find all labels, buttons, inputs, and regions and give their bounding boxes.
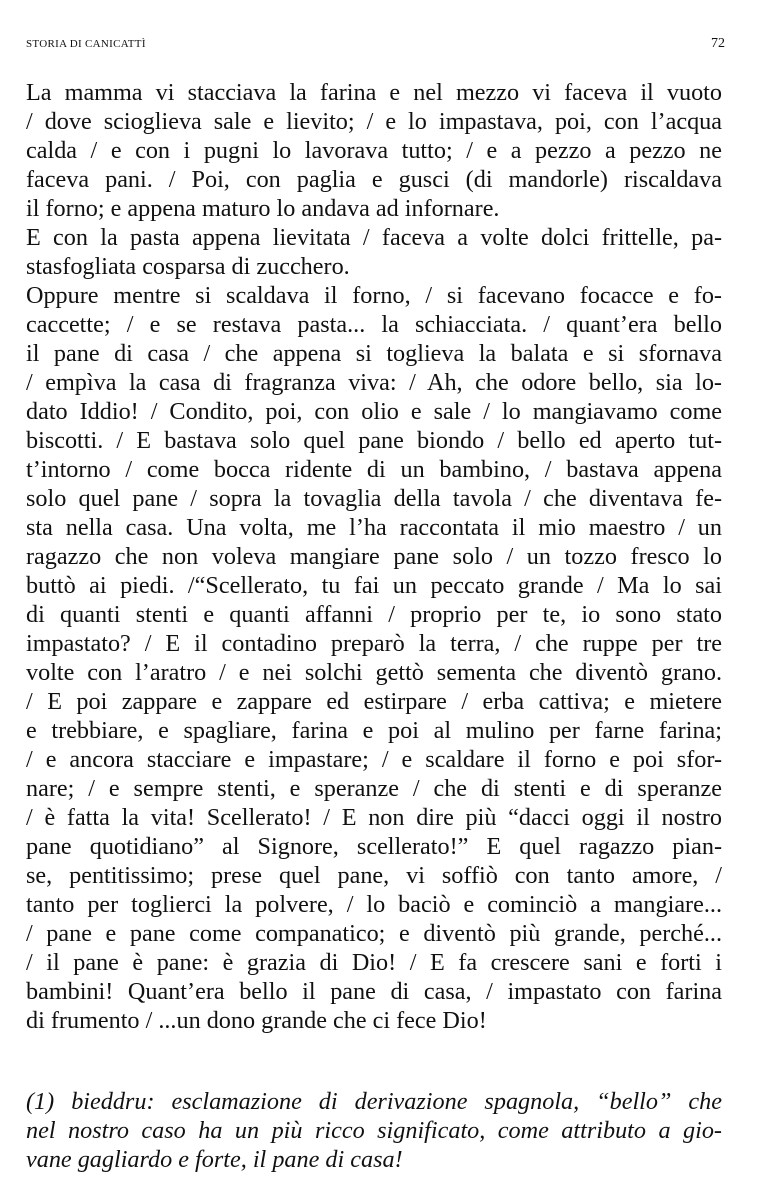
body-text-line: faceva pani. / Poi, con paglia e gusci (di mandorle) riscaldava <box>26 166 722 193</box>
body-text-line: / E poi zappare e zappare ed estirpare / erba cattiva; e mietere <box>26 688 722 715</box>
footnote-line: vane gagliardo e forte, il pane di casa! <box>26 1146 403 1173</box>
body-text-line: La mamma vi stacciava la farina e nel mezzo vi faceva il vuoto <box>26 79 722 106</box>
body-text-line: / e ancora stacciare e impastare; / e scaldare il forno e poi sfor- <box>26 746 722 773</box>
running-head <box>26 38 725 54</box>
body-text-line: / empìva la casa di fragranza viva: / Ah, che odore bello, sia lo- <box>26 369 722 396</box>
body-text-line: sta nella casa. Una volta, me l’ha raccontata il mio maestro / un <box>26 514 722 541</box>
body-text-line: dato Iddio! / Condito, poi, con olio e sale / lo mangiavamo come <box>26 398 722 425</box>
body-text-line: di quanti stenti e quanti affanni / proprio per te, io sono stato <box>26 601 722 628</box>
body-text-line: E con la pasta appena lievitata / faceva a volte dolci frittelle, pa- <box>26 224 722 251</box>
body-text-line: / pane e pane come companatico; e diventò più grande, perché... <box>26 920 722 947</box>
body-text-line: se, pentitissimo; prese quel pane, vi soffiò con tanto amore, / <box>26 862 722 889</box>
body-text-line: calda / e con i pugni lo lavorava tutto; / e a pezzo a pezzo ne <box>26 137 722 164</box>
body-text-line: biscotti. / E bastava solo quel pane biondo / bello ed aperto tut- <box>26 427 722 454</box>
body-text-line: solo quel pane / sopra la tovaglia della tavola / che diventava fe- <box>26 485 722 512</box>
body-text-line: impastato? / E il contadino preparò la terra, / che ruppe per tre <box>26 630 722 657</box>
body-text <box>26 78 722 1035</box>
body-text-line: / è fatta la vita! Scellerato! / E non dire più “dacci oggi il nostro <box>26 804 722 831</box>
body-text-line: ragazzo che non voleva mangiare pane solo / un tozzo fresco lo <box>26 543 722 570</box>
body-text-line: / dove scioglieva sale e lievito; / e lo impastava, poi, con l’acqua <box>26 108 722 135</box>
body-text-line: nare; / e sempre stenti, e speranze / che di stenti e di speranze <box>26 775 722 802</box>
body-text-line: t’intorno / come bocca ridente di un bambino, / bastava appena <box>26 456 722 483</box>
body-text-line: pane quotidiano” al Signore, scellerato!” E quel ragazzo pian- <box>26 833 722 860</box>
body-text-line: Oppure mentre si scaldava il forno, / si facevano focacce e fo- <box>26 282 722 309</box>
body-text-line: caccette; / e se restava pasta... la schiacciata. / quant’era bello <box>26 311 722 338</box>
footnote-line: (1) bieddru: esclamazione di derivazione spagnola, “bello” che <box>26 1088 722 1115</box>
body-text-line: tanto per toglierci la polvere, / lo baciò e cominciò a mangiare... <box>26 891 722 918</box>
page-number: 72 <box>711 36 725 51</box>
body-text-line: il forno; e appena maturo lo andava ad infornare. <box>26 195 500 222</box>
body-text-line: il pane di casa / che appena si toglieva la balata e si sfornava <box>26 340 722 367</box>
footnote <box>26 1087 722 1174</box>
running-title: STORIA DI CANICATTÌ <box>26 38 146 50</box>
footnote-line: nel nostro caso ha un più ricco significato, come attributo a gio- <box>26 1117 722 1144</box>
body-text-line: / il pane è pane: è grazia di Dio! / E fa crescere sani e forti i <box>26 949 722 976</box>
body-text-line: buttò ai piedi. /“Scellerato, tu fai un peccato grande / Ma lo sai <box>26 572 722 599</box>
body-text-line: di frumento / ...un dono grande che ci fece Dio! <box>26 1007 487 1034</box>
body-text-line: e trebbiare, e spagliare, farina e poi al mulino per farne farina; <box>26 717 722 744</box>
body-text-line: volte con l’aratro / e nei solchi gettò sementa che diventò grano. <box>26 659 722 686</box>
body-text-line: stasfogliata cosparsa di zucchero. <box>26 253 350 280</box>
body-text-line: bambini! Quant’era bello il pane di casa, / impastato con farina <box>26 978 722 1005</box>
